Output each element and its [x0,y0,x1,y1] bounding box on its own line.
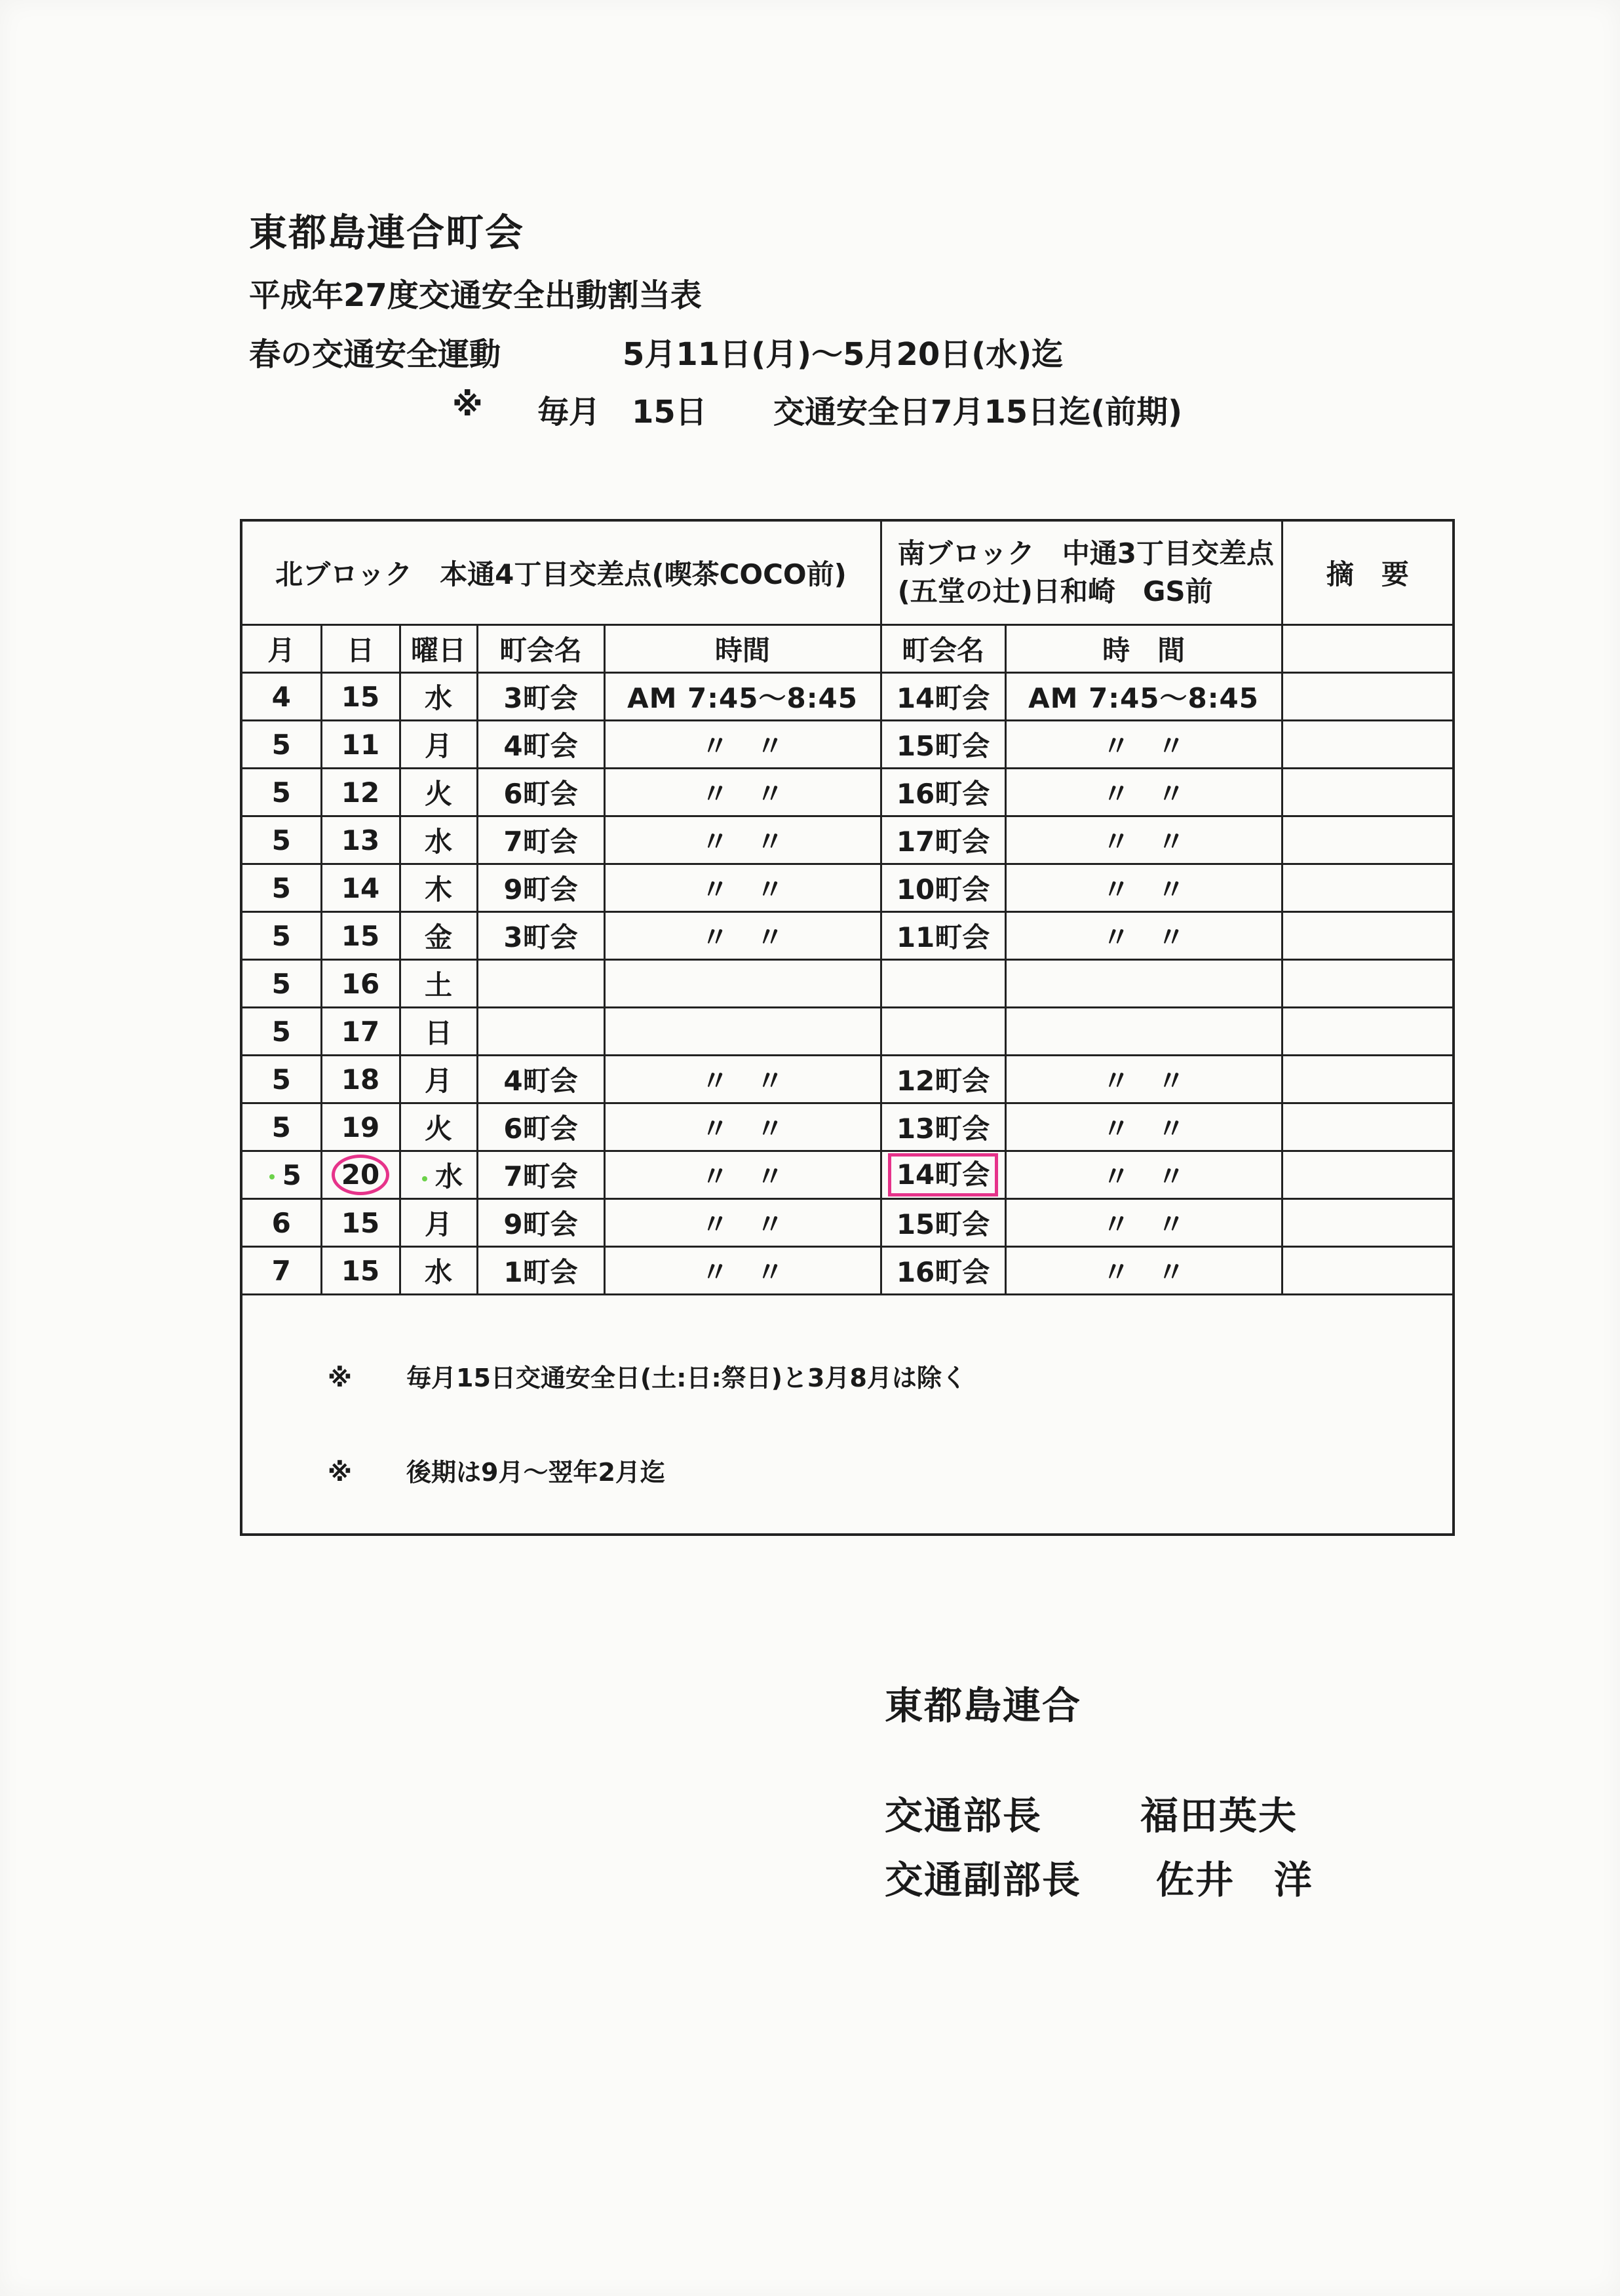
cell-time-south: 〃 〃 [1005,864,1282,912]
campaign-name: 春の交通安全運動 [249,336,501,373]
cell-town-north [477,960,604,1008]
cell-day: 16 [321,960,400,1008]
cell-time-south [1005,960,1282,1008]
cell-time-north: 〃 〃 [604,1151,881,1199]
cell-month [242,1151,321,1199]
cell-weekday: 日 [400,1008,477,1056]
cell-time-north: 〃 〃 [604,816,881,864]
cell-time-south: 〃 〃 [1005,1151,1282,1199]
table-row [242,673,1452,721]
col-day: 日 [321,625,400,673]
cell-weekday: 水 [400,673,477,721]
cell-month: 5 [242,864,321,912]
cell-town-north [477,1008,604,1056]
cell-weekday [400,1151,477,1199]
cell-town-south: 16町会 [881,1247,1005,1295]
green-dot-mark [269,1174,275,1179]
cell-weekday: 月 [400,1056,477,1103]
table-row [242,864,1452,912]
table-row [242,1008,1452,1056]
footnote-1 [328,1358,967,1394]
cell-town-north: 3町会 [477,912,604,960]
cell-time-north [604,1008,881,1056]
cell-month: 5 [242,1008,321,1056]
cell-town-south: 11町会 [881,912,1005,960]
cell-time-south [1005,1008,1282,1056]
note-mark: ※ [452,387,483,423]
cell-town-south [881,1151,1005,1199]
cell-time-south: 〃 〃 [1005,769,1282,816]
col-month: 月 [242,625,321,673]
cell-remarks [1282,1056,1452,1103]
col-time-south: 時 間 [1005,625,1282,673]
cell-weekday-value: 水 [434,1160,463,1193]
cell-month: 5 [242,721,321,769]
cell-town-south: 15町会 [881,721,1005,769]
table-row [242,912,1452,960]
signature-role-1: 交通部長 [885,1793,1043,1838]
table-row-highlighted [242,1151,1452,1199]
cell-day: 19 [321,1103,400,1151]
cell-month: 5 [242,769,321,816]
cell-weekday: 月 [400,1199,477,1247]
cell-time-north: AM 7:45～8:45 [604,673,881,721]
cell-town-south [881,960,1005,1008]
cell-weekday: 水 [400,1247,477,1295]
cell-weekday: 水 [400,816,477,864]
footnote-2 [328,1452,665,1488]
signature-role-2: 交通副部長 [885,1858,1082,1902]
footnote-mark: ※ [328,1364,352,1392]
cell-time-south: 〃 〃 [1005,912,1282,960]
cell-remarks [1282,816,1452,864]
cell-time-north: 〃 〃 [604,912,881,960]
cell-day: 15 [321,912,400,960]
campaign-line [249,329,1064,374]
cell-remarks [1282,1199,1452,1247]
cell-time-south: 〃 〃 [1005,816,1282,864]
schedule-table [240,519,1455,1536]
cell-town-north: 7町会 [477,816,604,864]
table-row [242,960,1452,1008]
cell-time-south: 〃 〃 [1005,721,1282,769]
cell-time-south: AM 7:45～8:45 [1005,673,1282,721]
remarks-header: 摘 要 [1282,522,1452,625]
cell-remarks [1282,1008,1452,1056]
signature-name-1: 福田英夫 [1140,1793,1298,1838]
col-town-north: 町会名 [477,625,604,673]
cell-time-north: 〃 〃 [604,1247,881,1295]
cell-month: 4 [242,673,321,721]
cell-month: 5 [242,912,321,960]
cell-town-south: 10町会 [881,864,1005,912]
footnote-1-text: 毎月15日交通安全日(土:日:祭日)と3月8月は除く [406,1364,967,1392]
table-row [242,721,1452,769]
cell-time-north: 〃 〃 [604,769,881,816]
cell-remarks [1282,1247,1452,1295]
cell-day: 18 [321,1056,400,1103]
cell-month: 5 [242,816,321,864]
col-remarks [1282,625,1452,673]
cell-time-north: 〃 〃 [604,864,881,912]
schedule-grid [242,522,1452,1295]
cell-town-south: 12町会 [881,1056,1005,1103]
cell-time-north: 〃 〃 [604,1199,881,1247]
cell-day: 15 [321,1247,400,1295]
table-row [242,1247,1452,1295]
col-town-south: 町会名 [881,625,1005,673]
cell-town-north: 6町会 [477,769,604,816]
signature-organization: 東都島連合 [885,1683,1082,1728]
cell-month: 5 [242,960,321,1008]
cell-town-south: 17町会 [881,816,1005,864]
col-weekday: 曜日 [400,625,477,673]
campaign-dates: 5月11日(月)～5月20日(水)迄 [623,336,1064,373]
table-row [242,769,1452,816]
table-row [242,1103,1452,1151]
table-row [242,1199,1452,1247]
cell-town-north: 4町会 [477,1056,604,1103]
boxed-town-mark: 14町会 [888,1153,998,1196]
cell-weekday: 火 [400,1103,477,1151]
cell-time-south: 〃 〃 [1005,1199,1282,1247]
cell-weekday: 金 [400,912,477,960]
cell-remarks [1282,1151,1452,1199]
footnote-mark: ※ [328,1458,352,1487]
cell-month: 7 [242,1247,321,1295]
document-title: 平成年27度交通安全出動割当表 [249,277,702,314]
cell-time-north [604,960,881,1008]
cell-day: 12 [321,769,400,816]
col-time-north: 時間 [604,625,881,673]
cell-day: 15 [321,1199,400,1247]
south-block-header [881,522,1282,625]
cell-month: 6 [242,1199,321,1247]
cell-remarks [1282,912,1452,960]
cell-town-south [881,1008,1005,1056]
cell-town-north: 4町会 [477,721,604,769]
cell-remarks [1282,960,1452,1008]
cell-town-north: 7町会 [477,1151,604,1199]
cell-town-south: 14町会 [881,673,1005,721]
cell-town-north: 9町会 [477,864,604,912]
cell-weekday: 木 [400,864,477,912]
cell-weekday: 土 [400,960,477,1008]
cell-time-north: 〃 〃 [604,1103,881,1151]
signature-name-2: 佐井 洋 [1156,1858,1314,1902]
cell-town-south: 15町会 [881,1199,1005,1247]
cell-day: 11 [321,721,400,769]
north-block-header: 北ブロック 本通4丁目交差点(喫茶COCO前) [242,522,881,625]
cell-day [321,1151,400,1199]
cell-day: 13 [321,816,400,864]
cell-town-south: 13町会 [881,1103,1005,1151]
monthly-note: 毎月 15日 [537,394,707,430]
cell-remarks [1282,673,1452,721]
cell-month: 5 [242,1103,321,1151]
cell-month: 5 [242,1056,321,1103]
cell-time-south: 〃 〃 [1005,1103,1282,1151]
table-row [242,816,1452,864]
cell-weekday: 月 [400,721,477,769]
cell-town-north: 9町会 [477,1199,604,1247]
cell-day: 17 [321,1008,400,1056]
footnote-2-text: 後期は9月～翌年2月迄 [406,1458,665,1487]
cell-weekday: 火 [400,769,477,816]
cell-remarks [1282,769,1452,816]
until-note: 交通安全日7月15日迄(前期) [773,394,1183,430]
cell-time-south: 〃 〃 [1005,1056,1282,1103]
circled-day-mark: 20 [332,1155,389,1195]
cell-day: 15 [321,673,400,721]
cell-town-north: 6町会 [477,1103,604,1151]
cell-day: 14 [321,864,400,912]
cell-remarks [1282,864,1452,912]
south-block-line2: (五堂の辻)日和崎 GS前 [897,575,1213,607]
cell-town-north: 1町会 [477,1247,604,1295]
cell-month-value: 5 [282,1158,301,1191]
south-block-line1: 南ブロック 中通3丁目交差点 [897,537,1274,569]
cell-time-north: 〃 〃 [604,1056,881,1103]
cell-remarks [1282,721,1452,769]
cell-town-north: 3町会 [477,673,604,721]
organization-title: 東都島連合町会 [249,210,525,255]
table-row [242,1056,1452,1103]
cell-time-north: 〃 〃 [604,721,881,769]
cell-remarks [1282,1103,1452,1151]
cell-time-south: 〃 〃 [1005,1247,1282,1295]
cell-town-south: 16町会 [881,769,1005,816]
green-dot-mark [422,1176,427,1181]
